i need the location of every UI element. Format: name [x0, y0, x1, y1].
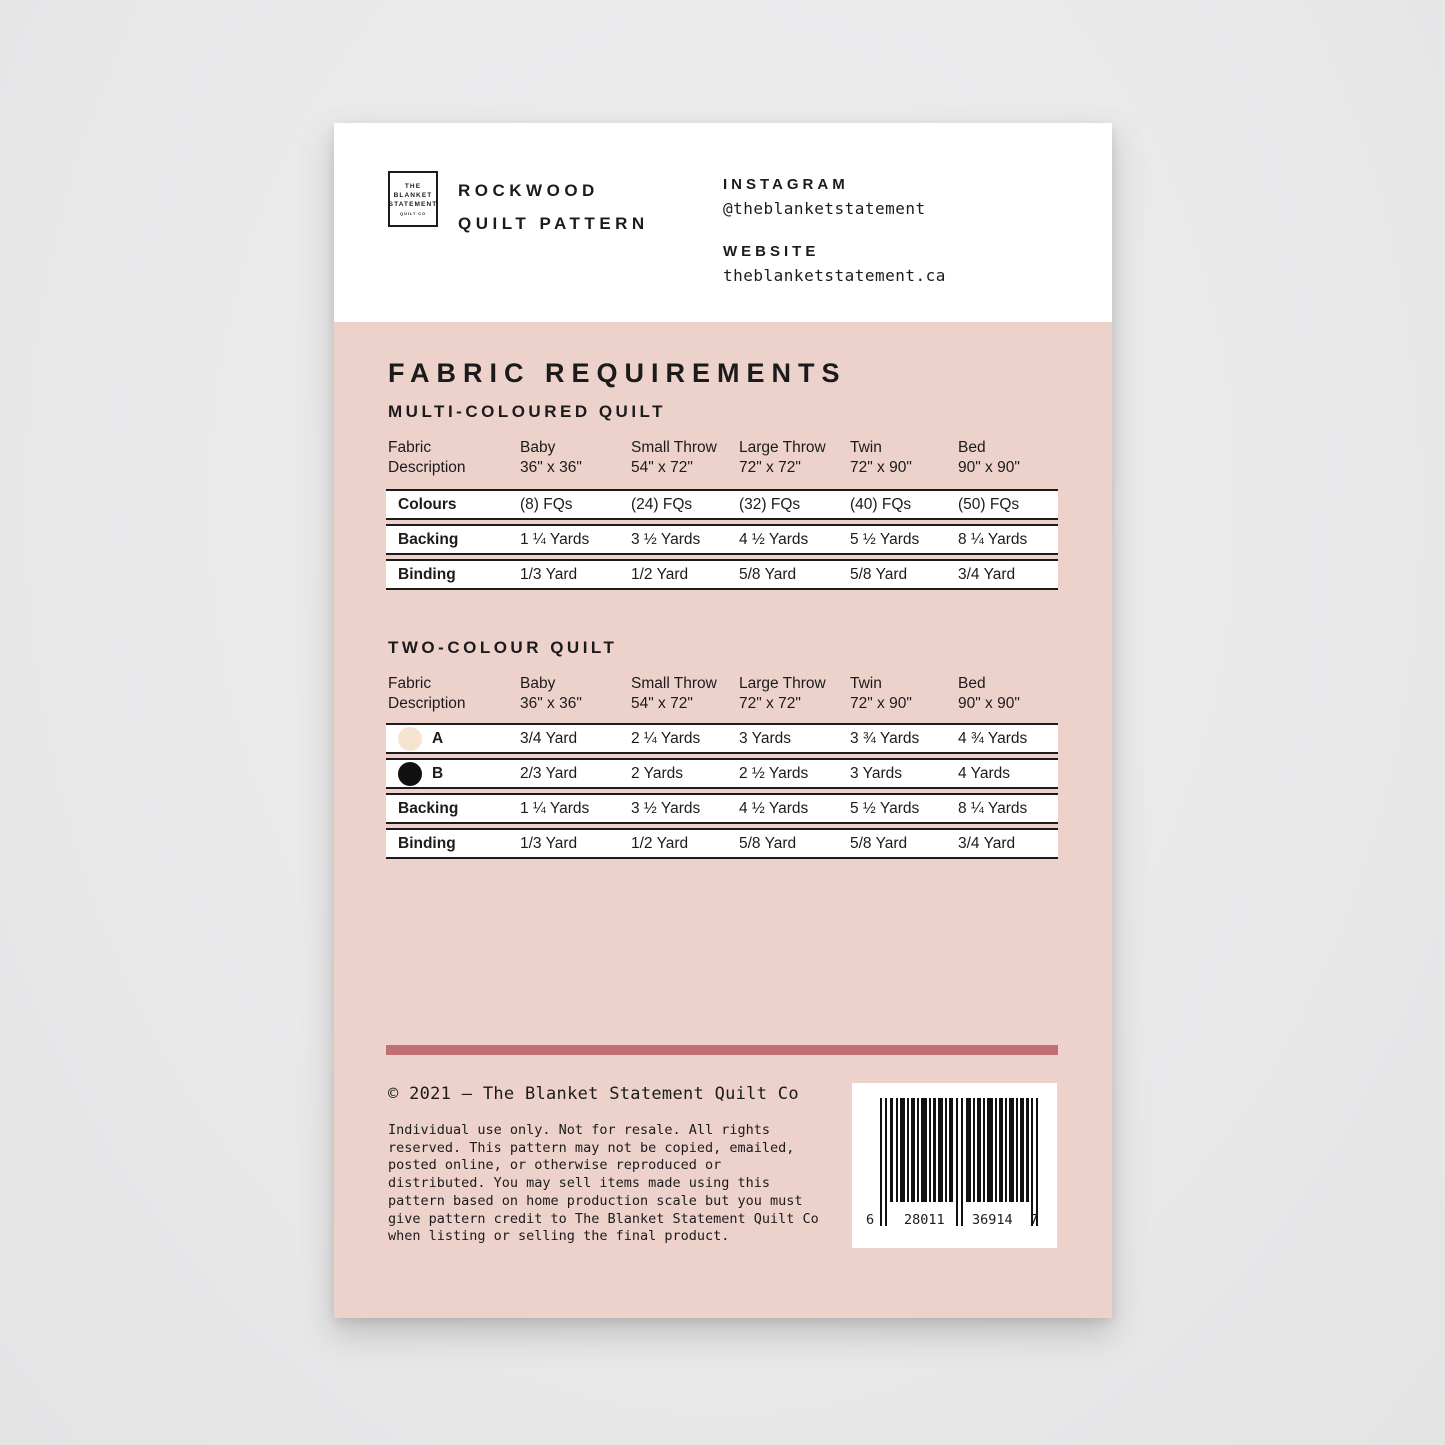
cell: 2/3 Yard: [520, 764, 578, 782]
cell: 3 ¾ Yards: [850, 729, 920, 747]
column-header: Baby 36" x 36": [520, 439, 582, 476]
cell: 1 ¼ Yards: [520, 799, 590, 817]
column-header: Bed 90" x 90": [958, 675, 1020, 712]
barcode-digits-group: 36914: [972, 1212, 1013, 1228]
cell: 8 ¼ Yards: [958, 799, 1028, 817]
cell: (24) FQs: [631, 495, 693, 513]
column-header: Twin 72" x 90": [850, 675, 912, 712]
cell: 4 ½ Yards: [739, 799, 809, 817]
cell: 3/4 Yard: [520, 729, 578, 747]
table-row: [386, 559, 1058, 590]
cell: 4 ½ Yards: [739, 530, 809, 548]
logo-line: THE: [404, 183, 422, 190]
pattern-type: QUILT PATTERN: [458, 214, 649, 233]
divider-bar: [386, 1045, 1058, 1055]
cell: 4 Yards: [958, 764, 1010, 782]
row-label: Backing: [398, 530, 459, 548]
instagram-handle: @theblanketstatement: [723, 199, 926, 218]
row-label: Binding: [398, 565, 456, 583]
table-row: [386, 489, 1058, 520]
table-row: [386, 524, 1058, 555]
instagram-label: INSTAGRAM: [723, 176, 849, 193]
column-header: Small Throw 54" x 72": [631, 439, 717, 476]
column-header: Fabric Description: [388, 439, 466, 476]
cell: 3 Yards: [850, 764, 902, 782]
cell: 3/4 Yard: [958, 565, 1016, 583]
table-row: [386, 758, 1058, 789]
cell: 3 Yards: [739, 729, 791, 747]
cell: 5/8 Yard: [739, 565, 797, 583]
cell: (32) FQs: [739, 495, 801, 513]
column-header: Twin 72" x 90": [850, 439, 912, 476]
barcode: [852, 1083, 1057, 1248]
table-multi-coloured: [386, 489, 1058, 594]
column-header: Small Throw 54" x 72": [631, 675, 717, 712]
website-label: WEBSITE: [723, 243, 820, 260]
cell: 1/2 Yard: [631, 834, 689, 852]
cell: 1/3 Yard: [520, 565, 578, 583]
table-header-multi-coloured: [386, 438, 1058, 478]
cell: (50) FQs: [958, 495, 1020, 513]
copyright-line: © 2021 – The Blanket Statement Quilt Co: [388, 1084, 799, 1104]
legal-text: Individual use only. Not for resale. All rights reserved. This pattern may not be copied, emailed, posted online, or otherwise reproduced or distributed. You may sell items made using this pattern based on home production scale but you must give pattern credit to The Blanket Statement Quilt Co when listing or selling the final product.: [388, 1122, 819, 1245]
table-subtitle-multi-coloured: MULTI-COLOURED QUILT: [388, 402, 667, 421]
row-label: Backing: [398, 799, 459, 817]
logo-line: BLANKET: [393, 192, 433, 199]
logo-line: STATEMENT: [388, 201, 438, 208]
fabric-a-swatch: [398, 727, 422, 751]
cell: 1 ¼ Yards: [520, 530, 590, 548]
table-row: [386, 828, 1058, 859]
section-title: FABRIC REQUIREMENTS: [388, 358, 847, 388]
fabric-requirements-panel: [334, 322, 1112, 1318]
row-label: Colours: [398, 495, 457, 513]
cell: 2 Yards: [631, 764, 683, 782]
row-label: A: [386, 727, 518, 751]
table-row: [386, 793, 1058, 824]
cell: 3 ½ Yards: [631, 530, 701, 548]
pattern-title: [458, 174, 649, 240]
table-header-two-colour: [386, 674, 1058, 714]
cell: 5/8 Yard: [850, 834, 908, 852]
cell: 1/3 Yard: [520, 834, 578, 852]
cell: 2 ½ Yards: [739, 764, 809, 782]
brand-logo: [388, 171, 438, 227]
cell: 2 ¼ Yards: [631, 729, 701, 747]
table-subtitle-two-colour: TWO-COLOUR QUILT: [388, 638, 618, 657]
barcode-digit: 7: [1030, 1212, 1039, 1228]
row-label: Binding: [398, 834, 456, 852]
fabric-b-swatch: [398, 762, 422, 786]
table-row: [386, 723, 1058, 754]
barcode-digit: 6: [866, 1212, 875, 1228]
cell: (40) FQs: [850, 495, 912, 513]
column-header: Fabric Description: [388, 675, 466, 712]
cell: 3 ½ Yards: [631, 799, 701, 817]
logo-line: QUILT CO: [399, 211, 426, 216]
cell: 5/8 Yard: [850, 565, 908, 583]
barcode-digits-group: 28011: [904, 1212, 945, 1228]
website-url: theblanketstatement.ca: [723, 266, 946, 285]
cell: (8) FQs: [520, 495, 573, 513]
pattern-name: ROCKWOOD: [458, 181, 599, 200]
column-header: Baby 36" x 36": [520, 675, 582, 712]
cell: 4 ¾ Yards: [958, 729, 1028, 747]
table-two-colour: [386, 723, 1058, 863]
cell: 5 ½ Yards: [850, 799, 920, 817]
cell: 3/4 Yard: [958, 834, 1016, 852]
pattern-back-cover: [334, 123, 1112, 1318]
column-header: Large Throw 72" x 72": [739, 675, 826, 712]
cell: 8 ¼ Yards: [958, 530, 1028, 548]
cell: 5 ½ Yards: [850, 530, 920, 548]
row-label: B: [386, 762, 518, 786]
barcode-image: [880, 1098, 1040, 1226]
cell: 5/8 Yard: [739, 834, 797, 852]
column-header: Large Throw 72" x 72": [739, 439, 826, 476]
cell: 1/2 Yard: [631, 565, 689, 583]
header: [334, 123, 1112, 322]
column-header: Bed 90" x 90": [958, 439, 1020, 476]
